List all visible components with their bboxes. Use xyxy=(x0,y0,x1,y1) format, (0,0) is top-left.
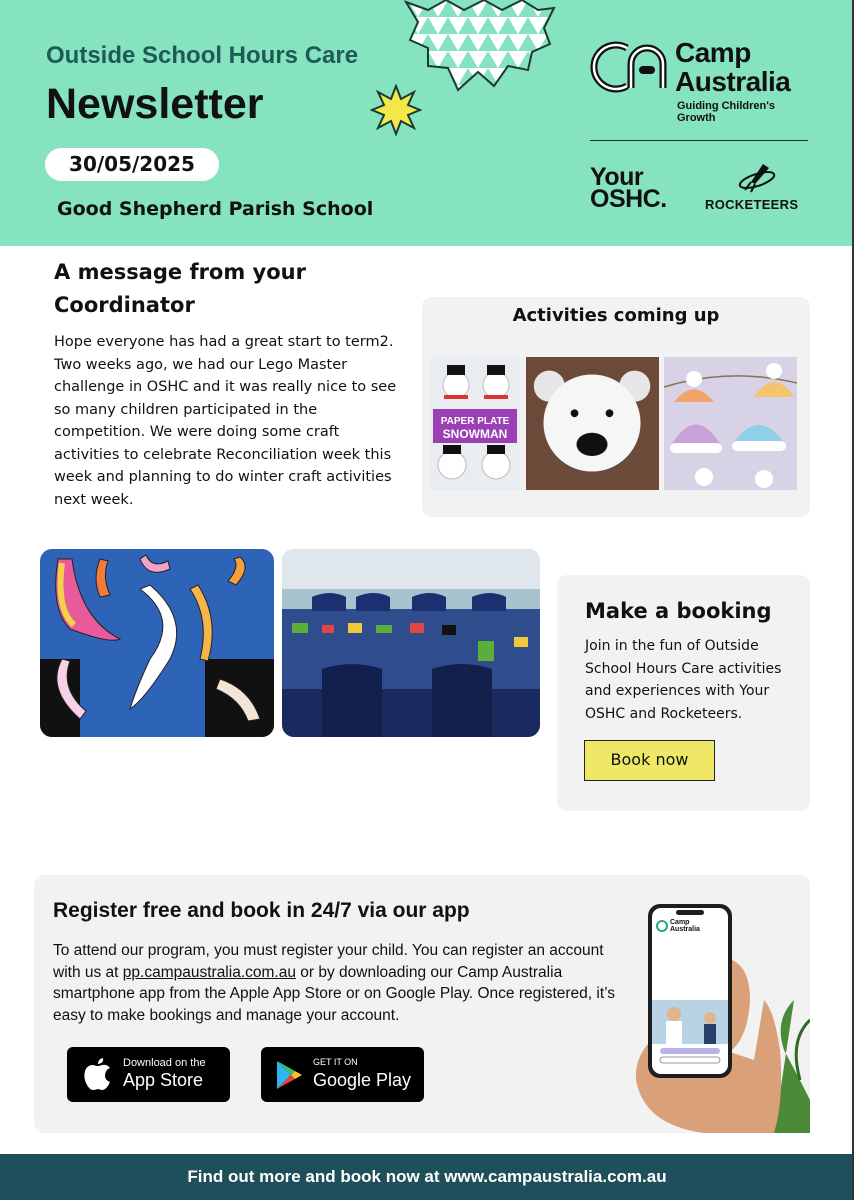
camp-australia-ca-mark-icon xyxy=(587,40,671,94)
coordinator-heading-line-1: A message from your xyxy=(54,260,306,284)
google-play-icon xyxy=(275,1059,303,1091)
camp-australia-wordmark xyxy=(675,38,790,96)
booking-title: Make a booking xyxy=(585,599,772,623)
activities-card xyxy=(422,297,810,517)
boomerang-art-photo xyxy=(40,549,274,737)
footer-bar xyxy=(0,1154,854,1200)
snowman-label-line-1: PAPER PLATE xyxy=(440,416,510,427)
program-title: Outside School Hours Care xyxy=(46,42,359,69)
google-play-big-text: Google Play xyxy=(313,1070,412,1090)
snowman-label-line-2: SNOWMAN xyxy=(442,427,508,441)
yellow-sun-decoration xyxy=(370,84,422,136)
brand-divider xyxy=(590,140,808,141)
newsletter-title: Newsletter xyxy=(46,80,264,128)
camp-australia-logo xyxy=(587,37,812,124)
google-play-small-text: GET IT ON xyxy=(313,1057,358,1067)
your-oshc-logo xyxy=(590,163,667,213)
google-play-button[interactable] xyxy=(261,1047,424,1102)
app-store-small-text: Download on the xyxy=(123,1057,206,1069)
triangle-starburst-decoration xyxy=(398,0,556,92)
booking-card xyxy=(557,575,810,811)
school-name: Good Shepherd Parish School xyxy=(57,198,374,220)
app-store-button[interactable] xyxy=(67,1047,230,1102)
book-now-button[interactable]: Book now xyxy=(584,740,715,781)
rocketeers-wordmark: ROCKETEERS xyxy=(705,197,799,212)
phone-in-hand-image xyxy=(624,900,810,1133)
app-registration-card xyxy=(34,875,810,1133)
phone-brand-line-1: Camp xyxy=(670,919,690,926)
apple-icon xyxy=(83,1058,113,1092)
wordmark-line-1: Camp xyxy=(675,37,751,68)
newsletter-header xyxy=(0,0,854,246)
booking-description: Join in the fun of Outside School Hours Care activities and experiences with Your OSHC and Rocketeers. xyxy=(585,638,782,722)
app-description-end: or by downloading our Camp Australia smartphone app from the Apple App Store or on Google Play. Once registered, it’s easy to make bookings and manage your account. xyxy=(53,963,616,1024)
brand-tagline: Guiding Children's Growth xyxy=(677,100,775,124)
your-oshc-line-1: Your xyxy=(590,163,644,191)
activities-title: Activities coming up xyxy=(512,305,720,326)
your-oshc-line-2: OSHC. xyxy=(590,185,667,213)
winter-hats-craft-image xyxy=(664,357,797,490)
rocket-icon xyxy=(735,162,779,194)
phone-brand-line-2: Australia xyxy=(670,926,700,933)
coordinator-message: Hope everyone has had a great start to term2. Two weeks ago, we had our Lego Master challenge in OSHC and it was really nice to see so many children participated in the competition. We were doing some craft activities to celebrate Reconciliation week this week and planning to do winter craft activities next week. xyxy=(54,334,397,508)
app-description-start: To attend our program, you must register your child. You can register an account with us at xyxy=(53,942,604,981)
lego-challenge-photo xyxy=(282,549,540,737)
coordinator-heading xyxy=(54,256,354,322)
polar-bear-plate-image xyxy=(524,357,661,490)
wordmark-line-2: Australia xyxy=(675,66,791,97)
footer-link-text[interactable]: Find out more and book now at www.campaustralia.com.au xyxy=(187,1167,667,1186)
coordinator-heading-line-2: Coordinator xyxy=(54,293,195,317)
parent-portal-link[interactable]: pp.campaustralia.com.au xyxy=(122,963,296,981)
app-description xyxy=(53,940,628,1026)
app-store-big-text: App Store xyxy=(123,1070,204,1090)
paper-plate-snowman-image xyxy=(430,357,520,490)
app-title: Register free and book in 24/7 via our app xyxy=(53,899,470,922)
date-badge: 30/05/2025 xyxy=(45,148,219,181)
rocketeers-logo xyxy=(705,162,810,214)
